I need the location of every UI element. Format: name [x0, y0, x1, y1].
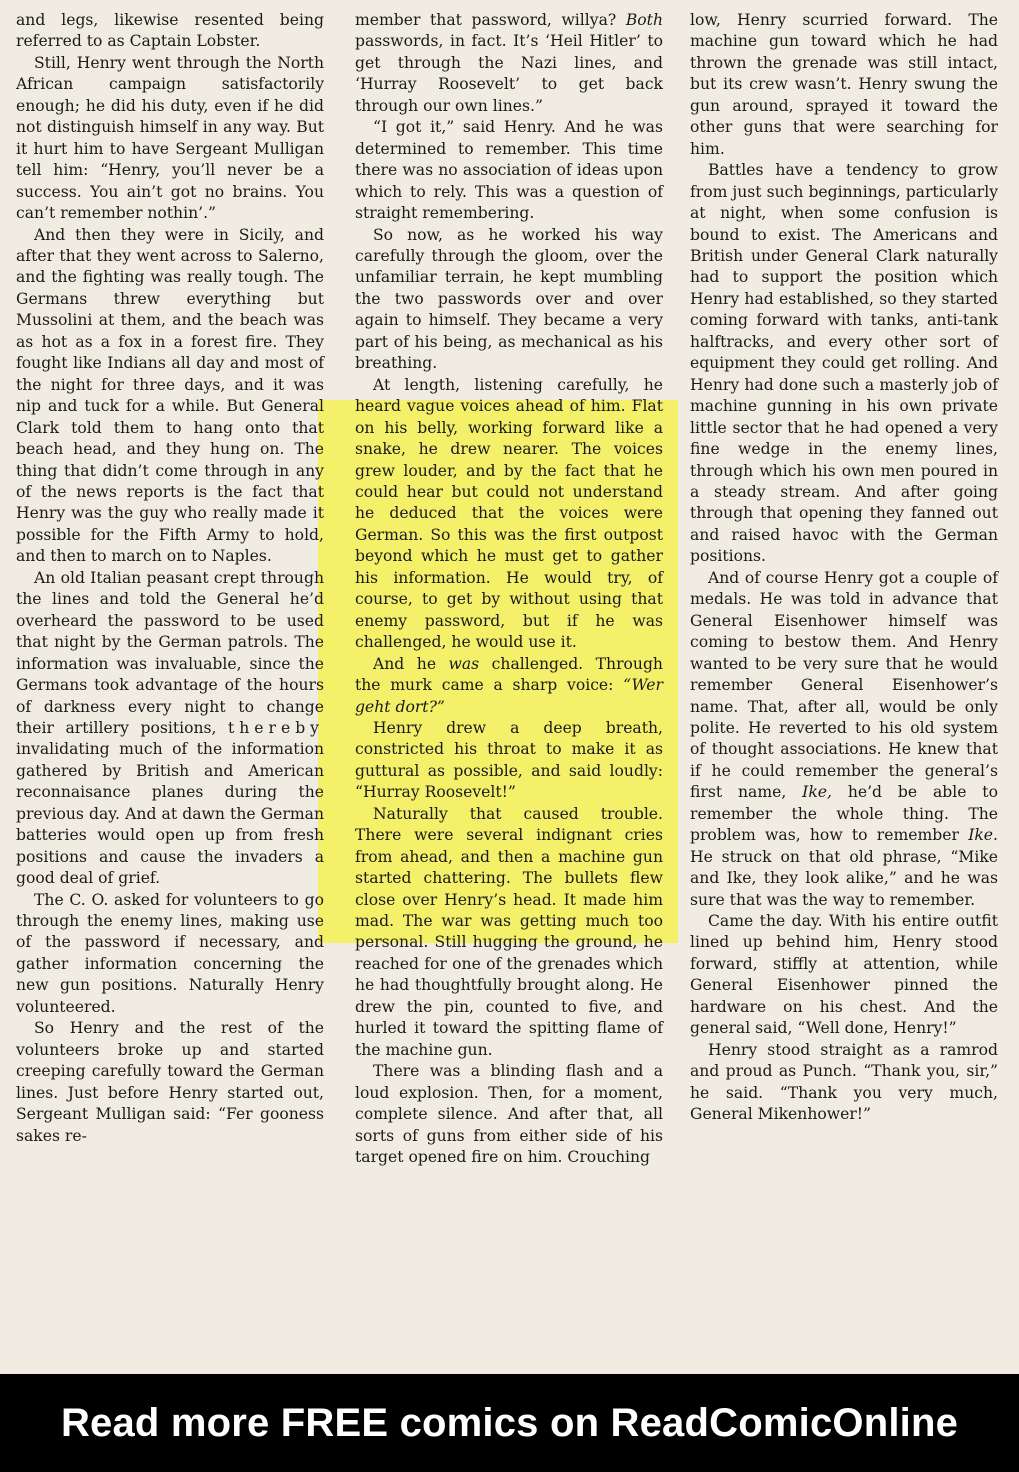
paragraph: [16, 568, 324, 890]
paragraph: and legs, likewise resented being referred to as Captain Lobster.: [16, 11, 324, 51]
paragraph: [355, 654, 663, 718]
text-run: passwords, in fact. It’s ‘Heil Hitler’ to get through the Nazi lines, and ‘Hurray Roosevelt’ to get back through our own lines.”: [355, 32, 663, 115]
text-run: And he: [373, 654, 437, 673]
text-run: invalidating much of the information gathered by British and American reconnaisance planes during the previous day. And at dawn the German batteries would open up from fresh positions and cause the invaders a good deal of grief.: [16, 740, 324, 888]
paragraph: Henry stood straight as a ramrod and proud as Punch. “Thank you, sir,” he said. “Thank you very much, General Mikenhower!”: [690, 1040, 998, 1124]
text-run: challenged. Through the murk came a sharp voice:: [355, 654, 663, 695]
text-run: he’d be able to remember the whole thing. The problem was, how to remember: [690, 783, 998, 845]
paragraph: “I got it,” said Henry. And he was determined to remember. This time there was no association of ideas upon which to rely. This was a question of straight remembering.: [355, 118, 663, 223]
paragraph: And then they were in Sicily, and after that they went across to Salerno, and the fighting was really tough. The Germans threw everything but Mussolini at them, and the beach was as hot as a fox in a forest fire. They fought like Indians all day and most of the night for three days, and it was nip and tuck for a while. But General Clark told them to hang onto that beach head, and they hung on. The thing that didn’t come through in any of the news reports is the fact that Henry was the guy who really made it possible for the Fifth Army to hold, and then to march on to Naples.: [16, 225, 324, 566]
paragraph: Naturally that caused trouble. There were several indignant cries from ahead, and then a machine gun started chattering. The bullets flew close over Henry’s head. It made him mad. The war was getting much too personal. Still hugging the ground, he reached for one of the grenades which he had thoughtfully brought along. He drew the pin, counted to five, and hurled it toward the spitting flame of the machine gun.: [355, 804, 663, 1059]
paragraph: Battles have a tendency to grow from just such beginnings, particularly at night, when some confusion is bound to exist. The Americans and British under General Clark naturally had to support the position which Henry had established, so they started coming forward with tanks, anti-tank halftracks, and every other sort of equipment they could get rolling. And Henry had done such a masterly job of machine gunning in his own private little sector that he had opened a very fine wedge in the enemy lines, through which his own men poured in a steady stream. And after going through that opening they fanned out and raised havoc with the German positions.: [690, 161, 998, 566]
spaced-word: thereby: [227, 718, 324, 737]
text-run: An old Italian peasant crept through the lines and told the General he’d overheard the password to be used that night by the German patrols. The information was invaluable, since the Germans took advantage of the hours of darkness every night to change their artillery positions,: [16, 568, 324, 737]
italic-word: Ike,: [802, 783, 832, 802]
text-run: He struck on that old phrase, “Mike and Ike, they look alike,” and he was sure that was the way to remember.: [690, 847, 998, 909]
promo-banner[interactable]: [0, 1374, 1019, 1472]
german-challenge: “Wer geht dort?”: [355, 676, 663, 716]
italic-word: Both: [625, 11, 663, 29]
text-column-3: [690, 10, 998, 1126]
text-column-2: [355, 10, 663, 1168]
promo-banner-text[interactable]: Read more FREE comics on ReadComicOnline: [60, 1400, 959, 1445]
paragraph: Came the day. With his entire outfit lined up behind him, Henry stood forward, stiffly at attention, while General Eisenhower pinned the hardware on his chest. And the general said, “Well done, Henry!”: [690, 912, 998, 1038]
paragraph: Still, Henry went through the North African campaign satisfactorily enough; he did his duty, even if he did not distinguish himself in any way. But it hurt him to have Sergeant Mulligan tell him: “Henry, you’ll never be a success. You ain’t got no brains. You can’t remember nothin’.”: [16, 53, 324, 223]
italic-word: was: [448, 654, 480, 673]
paragraph: There was a blinding flash and a loud explosion. Then, for a moment, complete silence. And after that, all sorts of guns from either side of his target opened fire on him. Crouching: [355, 1062, 663, 1167]
italic-word: Ike.: [968, 826, 998, 845]
paragraph: low, Henry scurried forward. The machine gun toward which he had thrown the grenade was still intact, but its crew wasn’t. Henry swung the gun around, sprayed it toward the other guns that were searching for him.: [690, 11, 998, 158]
text-run: member that password, willya?: [355, 11, 617, 29]
paragraph: At length, listening carefully, he heard vague voices ahead of him. Flat on his belly, working forward like a snake, he drew nearer. The voices grew louder, and by the fact that he could hear but could not understand he deduced that the voices were German. So this was the first outpost beyond which he must get to gather his information. He would try, of course, to get by without using that enemy password, but if he was challenged, he would use it.: [355, 375, 663, 652]
paragraph: Henry drew a deep breath, constricted his throat to make it as guttural as possible, and said loudly: “Hurray Roosevelt!”: [355, 718, 663, 802]
paragraph: [690, 568, 998, 911]
text-column-1: [16, 10, 324, 1147]
text-run: And of course Henry got a couple of medals. He was told in advance that General Eisenhower himself was coming to bestow them. And Henry wanted to be very sure that he would remember General Eisenhower’s name. That, after all, would be only polite. He reverted to his old system of thought associations. He knew that if he could remember the general’s first name,: [690, 568, 998, 802]
paragraph: So Henry and the rest of the volunteers broke up and started creeping carefully toward the German lines. Just before Henry started out, Sergeant Mulligan said: “Fer gooness sakes re-: [16, 1019, 324, 1145]
paragraph: The C. O. asked for volunteers to go through the enemy lines, making use of the password if necessary, and gather information concerning the new gun positions. Naturally Henry volunteered.: [16, 890, 324, 1016]
paragraph: [355, 10, 663, 117]
paragraph: So now, as he worked his way carefully through the gloom, over the unfamiliar terrain, he kept mumbling the two passwords over and over again to himself. They became a very part of his being, as mechanical as his breathing.: [355, 225, 663, 373]
